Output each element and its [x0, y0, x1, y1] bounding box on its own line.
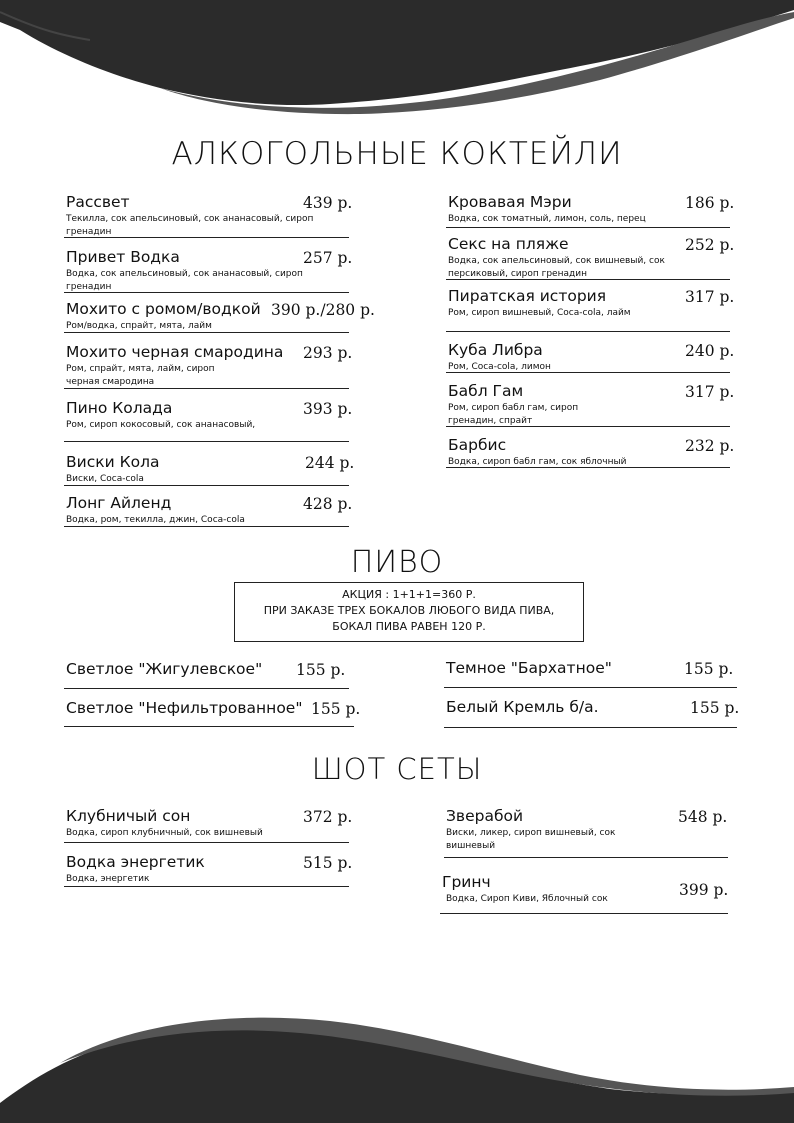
item-name: Куба Либра	[448, 341, 543, 359]
item-price: 399 р.	[679, 881, 729, 899]
promo-line: БОКАЛ ПИВА РАВЕН 120 Р.	[332, 620, 486, 633]
item-price: 293 р.	[303, 344, 353, 362]
item-price: 548 р.	[678, 808, 728, 826]
item-description: Ром, сироп вишневый, Coca-cola, лайм	[448, 308, 631, 318]
menu-item	[64, 248, 353, 293]
item-name: Зверабой	[446, 807, 524, 825]
beer-promo-box	[234, 582, 584, 642]
item-name: Бабл Гам	[448, 382, 524, 400]
item-price: 155 р.	[296, 661, 346, 679]
menu-item	[64, 853, 353, 887]
item-name: Белый Кремль б/а.	[446, 698, 599, 716]
item-name: Мохито с ромом/водкой	[66, 300, 261, 318]
item-description: Текилла, сок апельсиновый, сок ананасовый, сироп гренадин	[66, 214, 314, 237]
item-description: Виски, Coca-cola	[66, 474, 144, 484]
item-description: Водка, энергетик	[66, 874, 150, 884]
menu-item	[446, 193, 735, 228]
beer-item	[64, 699, 361, 727]
beer-item	[444, 659, 737, 688]
item-price: 155 р.	[311, 700, 361, 718]
promo-line: АКЦИЯ : 1+1+1=360 Р.	[342, 588, 476, 601]
item-price: 428 р.	[303, 495, 353, 513]
item-name: Мохито черная смародина	[66, 343, 284, 361]
menu-item	[64, 453, 355, 486]
item-description: Водка, сок апельсиновый, сок вишневый, сок персиковый, сироп гренадин	[448, 256, 665, 279]
item-name: Клубничый сон	[66, 807, 191, 825]
item-name: Светлое "Нефильтрованное"	[66, 699, 303, 717]
item-price: 372 р.	[303, 808, 353, 826]
item-name: Водка энергетик	[66, 853, 205, 871]
shots-title: ШОТ СЕТЫ	[311, 752, 483, 786]
item-name: Кровавая Мэри	[448, 193, 572, 211]
item-price: 244 р.	[305, 454, 355, 472]
menu-item	[440, 873, 728, 914]
item-name: Виски Кола	[66, 453, 160, 471]
item-name: Гринч	[442, 873, 491, 891]
item-price: 515 р.	[303, 854, 353, 872]
item-name: Рассвет	[66, 193, 130, 211]
menu-item	[64, 494, 353, 527]
item-price: 317 р.	[685, 383, 735, 401]
item-price: 317 р.	[685, 288, 735, 306]
item-description: Водка, сок апельсиновый, сок ананасовый, сироп гренадин	[66, 269, 303, 292]
item-price: 257 р.	[303, 249, 353, 267]
item-description: Ром, сироп кокосовый, сок ананасовый,	[66, 420, 256, 430]
item-price: 186 р.	[685, 194, 735, 212]
menu-item	[446, 235, 735, 280]
item-description: Ром, сироп бабл гам, сироп гренадин, спрайт	[448, 403, 579, 426]
menu-item	[446, 382, 735, 427]
item-price: 252 р.	[685, 236, 735, 254]
menu-item	[64, 807, 353, 843]
item-description: Водка, ром, текилла, джин, Coca-cola	[66, 515, 245, 525]
menu-item	[64, 399, 353, 442]
item-price: 232 р.	[685, 437, 735, 455]
item-description: Ром, спрайт, мята, лайм, сироп черная смародина	[66, 364, 215, 387]
item-price: 240 р.	[685, 342, 735, 360]
item-description: Водка, сироп клубничный, сок вишневый	[66, 828, 263, 838]
item-description: Ром/водка, спрайт, мята, лайм	[66, 321, 212, 331]
item-description: Водка, сироп бабл гам, сок яблочный	[448, 457, 627, 467]
item-description: Водка, Сироп Киви, Яблочный сок	[446, 894, 608, 904]
beer-item	[64, 660, 349, 689]
menu-item	[64, 300, 375, 333]
item-name: Пино Колада	[66, 399, 173, 417]
item-name: Светлое "Жигулевское"	[66, 660, 263, 678]
menu-item	[446, 436, 735, 468]
item-name: Секс на пляже	[448, 235, 569, 253]
promo-line: ПРИ ЗАКАЗЕ ТРЕХ БОКАЛОВ ЛЮБОГО ВИДА ПИВА,	[263, 604, 555, 617]
item-price: 155 р.	[690, 699, 740, 717]
beer-title: ПИВО	[350, 545, 444, 580]
item-price: 439 р.	[303, 194, 353, 212]
item-name: Привет Водка	[66, 248, 180, 266]
item-price: 390 р./280 р.	[271, 301, 375, 319]
item-name: Пиратская история	[448, 287, 607, 305]
cocktails-title: АЛКОГОЛЬНЫЕ КОКТЕЙЛИ	[171, 136, 623, 172]
item-name: Темное "Бархатное"	[446, 659, 612, 677]
menu-item	[64, 193, 353, 238]
menu-item	[444, 807, 728, 858]
item-name: Барбис	[448, 436, 507, 454]
item-description: Виски, ликер, сироп вишневый, сок вишневый	[446, 828, 616, 851]
top-brush-decoration	[0, 0, 794, 120]
menu-item	[446, 341, 735, 373]
menu-item	[64, 343, 353, 389]
bottom-brush-decoration	[0, 1003, 794, 1123]
item-description: Водка, сок томатный, лимон, соль, перец	[448, 214, 646, 224]
item-name: Лонг Айленд	[66, 494, 172, 512]
beer-item	[444, 698, 740, 728]
menu-item	[446, 287, 735, 332]
item-price: 155 р.	[684, 660, 734, 678]
item-description: Ром, Coca-cola, лимон	[448, 362, 551, 372]
item-price: 393 р.	[303, 400, 353, 418]
